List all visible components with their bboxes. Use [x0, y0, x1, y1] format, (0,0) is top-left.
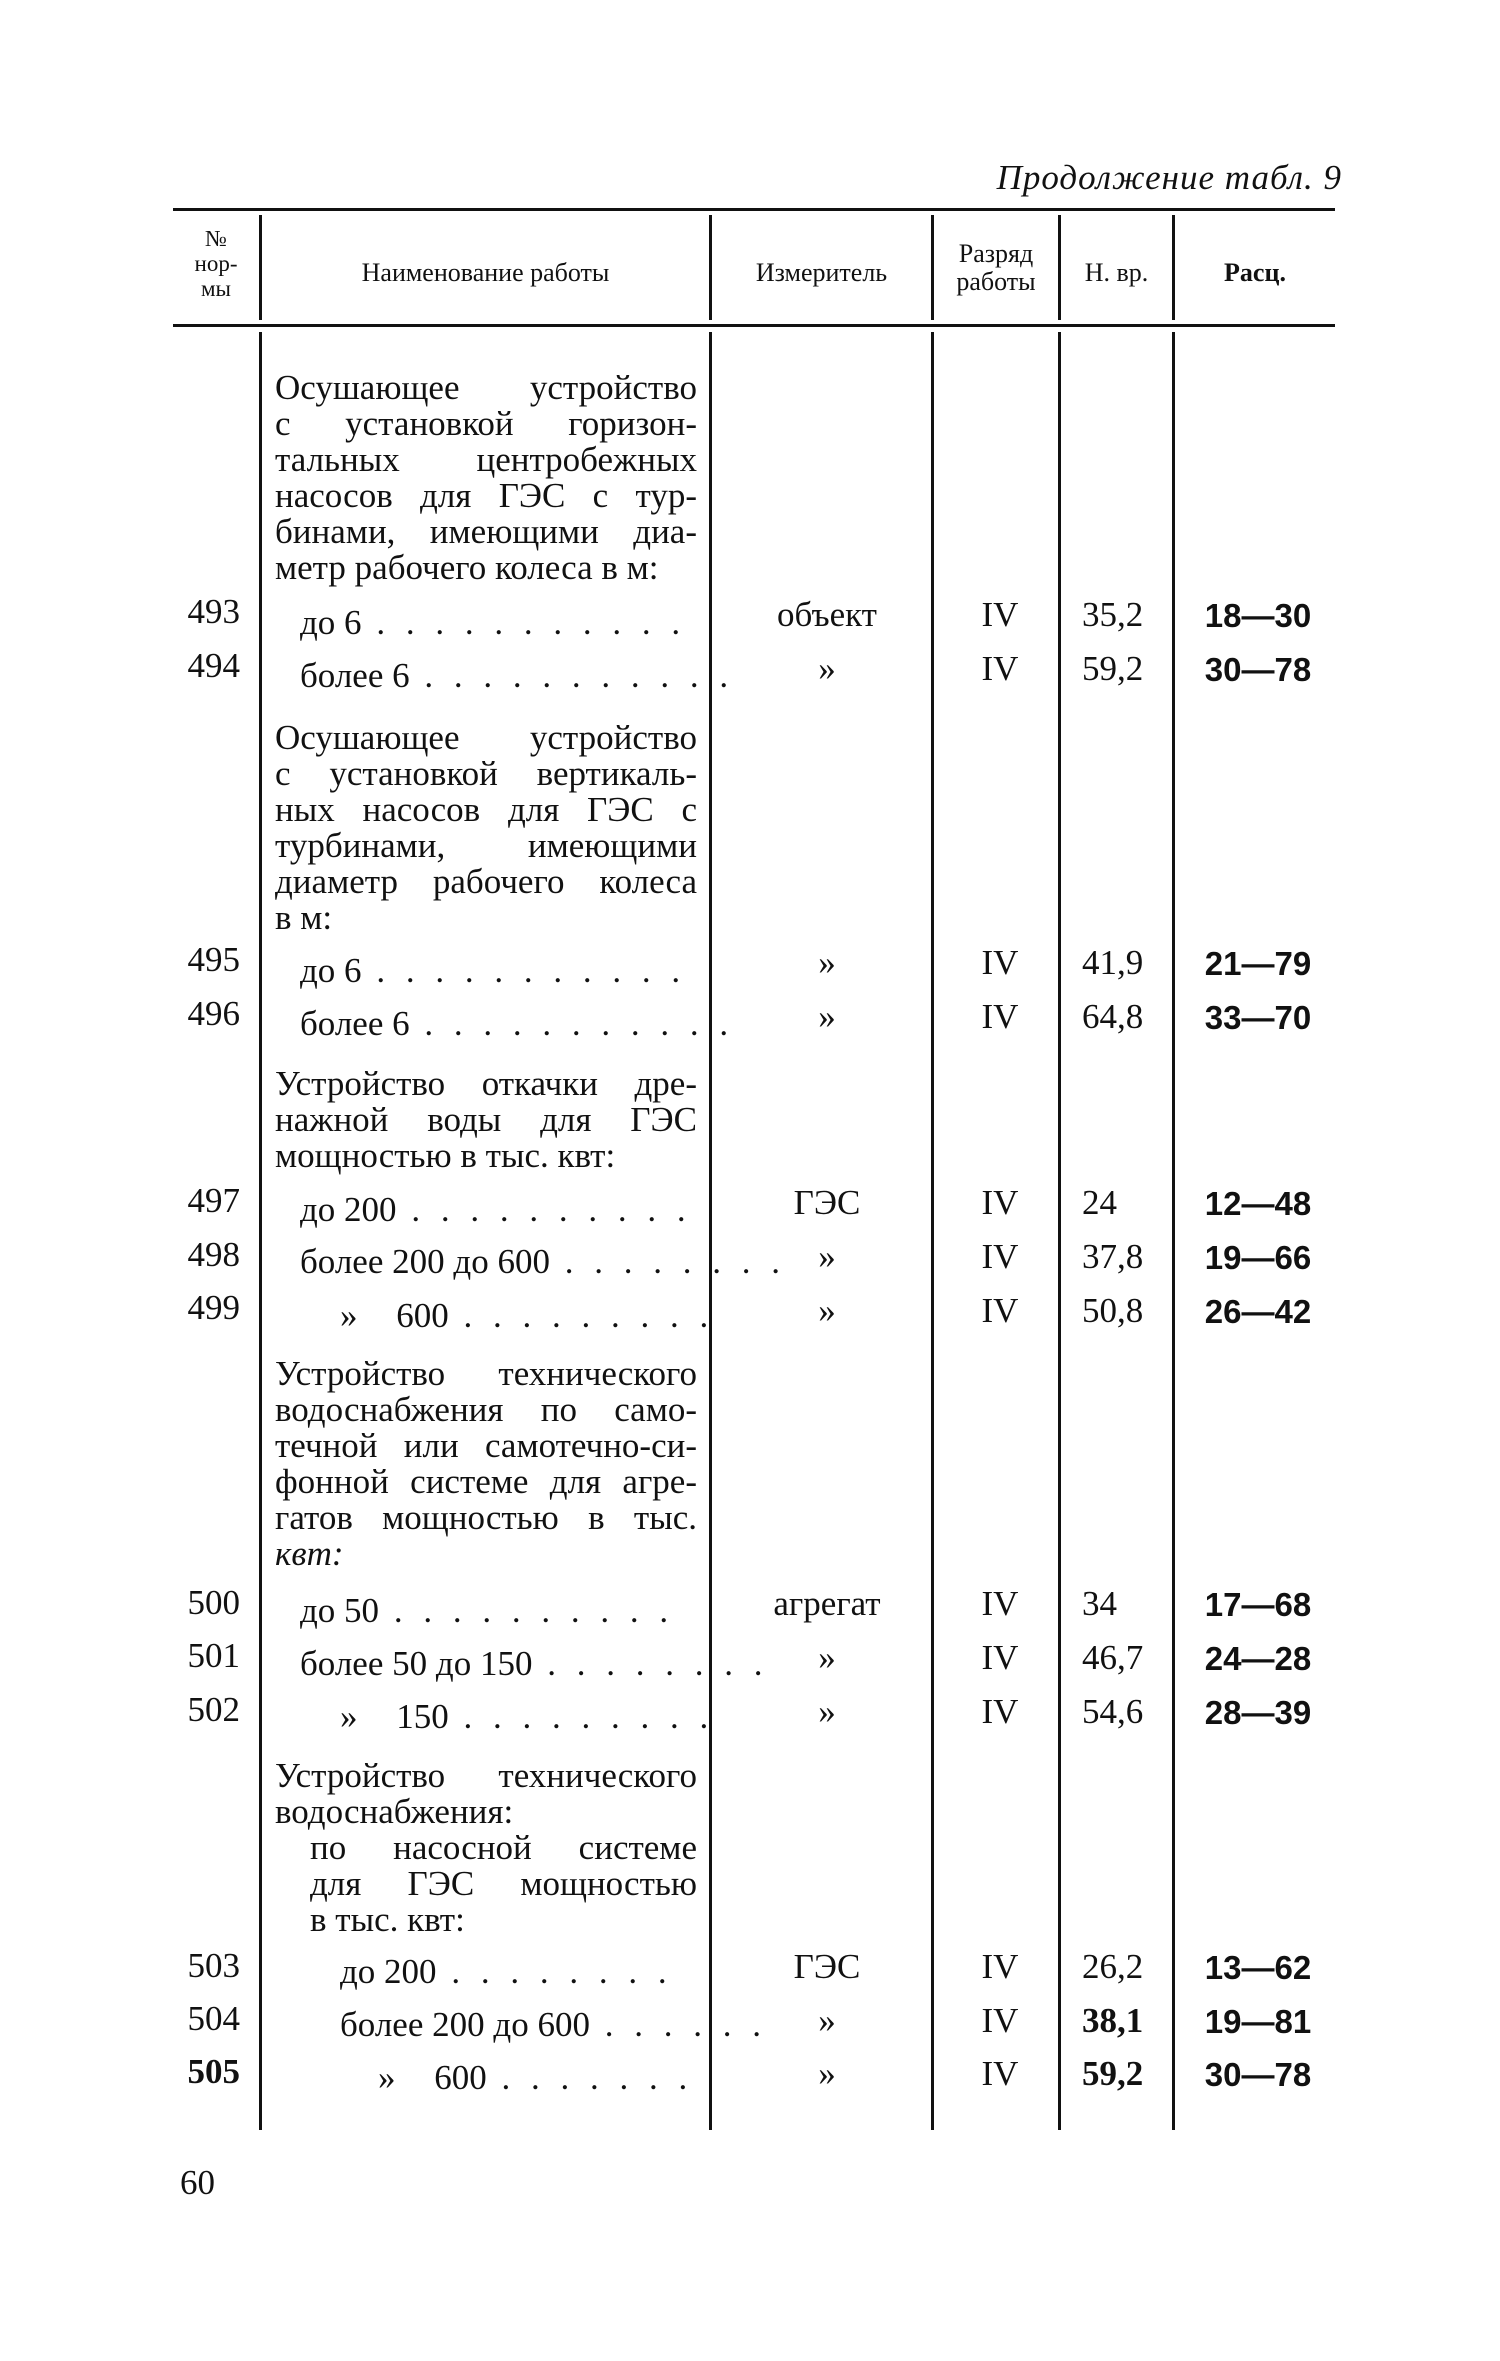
work-description: Осушающее устройство с установкой вертикаль- ных насосов для ГЭС с турбинами, имеющими диаметр рабочего колеса в м: [275, 718, 697, 937]
row-item: более 200 до 600 . . . . . . . . [300, 1242, 786, 1281]
row-item: более 6 . . . . . . . . . . . [300, 1004, 735, 1043]
row-number: 498 [187, 1235, 240, 1274]
row-norm: 64,8 [1082, 997, 1144, 1036]
row-norm: 46,7 [1082, 1638, 1144, 1677]
row-number: 494 [187, 646, 240, 685]
row-item: до 200 . . . . . . . . . . [300, 1190, 692, 1229]
row-norm: 37,8 [1082, 1237, 1144, 1276]
row-measure: » [818, 1638, 836, 1677]
header-norm: Н. вр. [1084, 258, 1149, 287]
row-rate: 30—78 [1204, 651, 1312, 688]
column-divider [259, 332, 262, 2130]
header-no: № нор- мы [194, 226, 238, 301]
row-item: до 6 . . . . . . . . . . . [300, 603, 687, 642]
row-measure: » [818, 2054, 836, 2093]
row-item: более 50 до 150 . . . . . . . . [300, 1644, 769, 1683]
row-rate: 18—30 [1204, 597, 1312, 634]
row-norm: 54,6 [1082, 1692, 1144, 1731]
row-rate: 19—81 [1204, 2003, 1312, 2040]
row-rate: 33—70 [1204, 999, 1312, 1036]
row-measure: » [818, 1692, 836, 1731]
table-top-rule [173, 208, 1335, 211]
row-rate: 30—78 [1204, 2056, 1312, 2093]
work-description: Устройство технического водоснабжения по само- течной или самотечно-си- фонной системе для агре- гатов мощностью в тыс. квт: [275, 1354, 697, 1573]
row-rate: 12—48 [1204, 1185, 1312, 1222]
row-number: 493 [187, 592, 240, 631]
work-description: Осушающее устройство с установкой горизон- тальных центробежных насосов для ГЭС с тур- бинами, имеющими диа- метр рабочего колеса в м: [275, 368, 697, 587]
row-norm: 50,8 [1082, 1291, 1144, 1330]
row-measure: » [818, 649, 836, 688]
table-caption: Продолжение табл. 9 [996, 158, 1342, 197]
column-divider [1172, 332, 1175, 2130]
header-rate: Расц. [1224, 258, 1286, 287]
row-norm: 59,2 [1082, 649, 1144, 688]
work-description: Устройство откачки дре- нажной воды для ГЭС мощностью в тыс. квт: [275, 1064, 697, 1175]
row-number: 504 [187, 1999, 240, 2038]
row-item: » 150 . . . . . . . . . [340, 1697, 715, 1736]
row-rate: 26—42 [1204, 1293, 1312, 1330]
row-measure: » [818, 943, 836, 982]
row-number: 501 [187, 1636, 240, 1675]
row-rate: 21—79 [1204, 945, 1312, 982]
row-grade: IV [981, 1291, 1019, 1330]
row-number: 505 [187, 2052, 240, 2091]
row-grade: IV [981, 1183, 1019, 1222]
row-number: 502 [187, 1690, 240, 1729]
row-grade: IV [981, 2001, 1019, 2040]
row-grade: IV [981, 595, 1019, 634]
row-item: более 6 . . . . . . . . . . . [300, 656, 735, 695]
row-grade: IV [981, 1638, 1019, 1677]
header-measure: Измеритель [755, 258, 888, 287]
row-number: 496 [187, 994, 240, 1033]
row-grade: IV [981, 2054, 1019, 2093]
row-norm: 38,1 [1082, 2001, 1144, 2040]
row-number: 499 [187, 1288, 240, 1327]
row-item: более 200 до 600 . . . . . . [340, 2005, 767, 2044]
row-rate: 19—66 [1204, 1239, 1312, 1276]
row-measure: » [818, 1291, 836, 1330]
row-item: до 50 . . . . . . . . . . [300, 1591, 675, 1630]
row-number: 500 [187, 1583, 240, 1622]
row-item: » 600 . . . . . . . . . [340, 1296, 715, 1335]
row-grade: IV [981, 1237, 1019, 1276]
row-item: до 6 . . . . . . . . . . . [300, 951, 687, 990]
row-norm: 34 [1082, 1584, 1117, 1623]
row-number: 495 [187, 940, 240, 979]
header-name: Наименование работы [361, 258, 610, 287]
row-norm: 35,2 [1082, 595, 1144, 634]
row-grade: IV [981, 1584, 1019, 1623]
row-grade: IV [981, 943, 1019, 982]
page-number: 60 [180, 2163, 215, 2202]
row-measure: » [818, 997, 836, 1036]
header-grade: Разряд работы [956, 239, 1036, 296]
row-rate: 24—28 [1204, 1640, 1312, 1677]
row-grade: IV [981, 997, 1019, 1036]
row-measure: » [818, 1237, 836, 1276]
row-number: 503 [187, 1946, 240, 1985]
row-norm: 26,2 [1082, 1947, 1144, 1986]
row-grade: IV [981, 1692, 1019, 1731]
table-header-rule [173, 324, 1335, 327]
row-grade: IV [981, 649, 1019, 688]
row-measure: » [818, 2001, 836, 2040]
row-norm: 24 [1082, 1183, 1117, 1222]
row-rate: 28—39 [1204, 1694, 1312, 1731]
row-number: 497 [187, 1181, 240, 1220]
work-description: Устройство технического водоснабжения: по насосной системе для ГЭС мощностью в тыс. квт: [275, 1756, 697, 1939]
row-norm: 41,9 [1082, 943, 1144, 982]
row-measure: агрегат [773, 1584, 881, 1623]
row-measure: ГЭС [793, 1183, 861, 1222]
row-rate: 17—68 [1204, 1586, 1312, 1623]
row-measure: объект [777, 595, 877, 634]
row-norm: 59,2 [1082, 2054, 1144, 2093]
row-item: до 200 . . . . . . . . [340, 1952, 673, 1991]
row-measure: ГЭС [793, 1947, 861, 1986]
row-item: » 600 . . . . . . . [378, 2058, 694, 2097]
row-grade: IV [981, 1947, 1019, 1986]
column-divider [709, 332, 712, 2130]
row-rate: 13—62 [1204, 1949, 1312, 1986]
